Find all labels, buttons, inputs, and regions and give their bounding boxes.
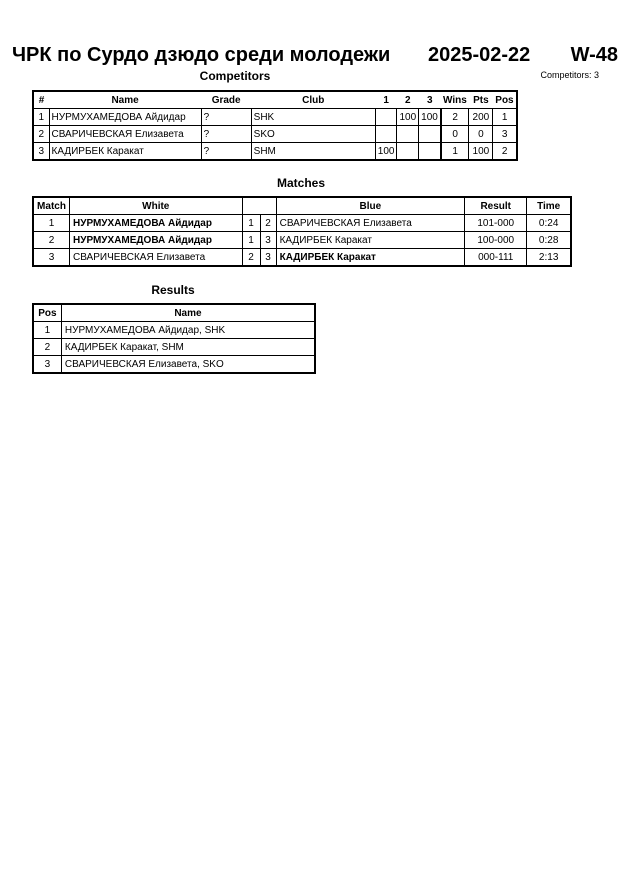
- col-header: 2: [397, 91, 419, 109]
- event-date: 2025-02-22: [428, 44, 531, 66]
- cell-white-num: 1: [242, 232, 260, 249]
- cell-r1: 100: [375, 143, 397, 161]
- competitors-heading: Competitors: [199, 69, 271, 83]
- cell-pos: 1: [33, 322, 61, 339]
- cell-result: 101-000: [465, 215, 527, 232]
- cell-grade: ?: [201, 126, 251, 143]
- table-row: [33, 215, 571, 232]
- cell-pos: 3: [33, 356, 61, 374]
- cell-white: НУРМУХАМЕДОВА Айдидар: [70, 215, 243, 232]
- cell-wins: 1: [441, 143, 469, 161]
- cell-pts: 0: [469, 126, 493, 143]
- cell-match: 1: [33, 215, 70, 232]
- cell-name: КАДИРБЕК Каракат: [49, 143, 201, 161]
- matches-header-row: [33, 197, 571, 215]
- cell-white: СВАРИЧЕВСКАЯ Елизавета: [70, 249, 243, 267]
- cell-result: 000-111: [465, 249, 527, 267]
- competitors-table: [32, 90, 518, 161]
- results-heading: Results: [151, 283, 195, 297]
- cell-club: SHM: [251, 143, 375, 161]
- cell-num: 1: [33, 109, 49, 126]
- cell-result: 100-000: [465, 232, 527, 249]
- competitors-header-row: [33, 91, 517, 109]
- table-row: [33, 126, 517, 143]
- cell-r3: [419, 126, 441, 143]
- table-row: [33, 232, 571, 249]
- cell-pts: 200: [469, 109, 493, 126]
- col-header: Name: [61, 304, 315, 322]
- col-header: 1: [375, 91, 397, 109]
- cell-wins: 2: [441, 109, 469, 126]
- cell-name: НУРМУХАМЕДОВА Айдидар, SHK: [61, 322, 315, 339]
- cell-r1: [375, 109, 397, 126]
- cell-name: СВАРИЧЕВСКАЯ Елизавета: [49, 126, 201, 143]
- cell-blue: КАДИРБЕК Каракат: [276, 249, 465, 267]
- col-header: Wins: [441, 91, 469, 109]
- cell-pos: 2: [493, 143, 517, 161]
- col-header: Match: [33, 197, 70, 215]
- col-header: White: [70, 197, 243, 215]
- col-header: Pos: [33, 304, 61, 322]
- matches-table: [32, 196, 572, 267]
- cell-r2: [397, 126, 419, 143]
- col-header: Time: [527, 197, 571, 215]
- cell-pos: 3: [493, 126, 517, 143]
- cell-pts: 100: [469, 143, 493, 161]
- cell-time: 0:28: [527, 232, 571, 249]
- table-row: [33, 339, 315, 356]
- matches-heading: Matches: [276, 176, 326, 190]
- cell-num: 2: [33, 126, 49, 143]
- cell-club: SHK: [251, 109, 375, 126]
- cell-blue-num: 3: [260, 249, 276, 267]
- results-header-row: [33, 304, 315, 322]
- col-header: Name: [49, 91, 201, 109]
- cell-blue-num: 2: [260, 215, 276, 232]
- cell-wins: 0: [441, 126, 469, 143]
- col-header: [242, 197, 276, 215]
- cell-num: 3: [33, 143, 49, 161]
- col-header: Grade: [201, 91, 251, 109]
- cell-grade: ?: [201, 109, 251, 126]
- cell-white: НУРМУХАМЕДОВА Айдидар: [70, 232, 243, 249]
- col-header: Result: [465, 197, 527, 215]
- col-header: 3: [419, 91, 441, 109]
- cell-club: SKO: [251, 126, 375, 143]
- cell-name: НУРМУХАМЕДОВА Айдидар: [49, 109, 201, 126]
- table-row: [33, 249, 571, 267]
- cell-r2: [397, 143, 419, 161]
- competitors-count: Competitors: 3: [540, 70, 599, 80]
- col-header: Pos: [493, 91, 517, 109]
- col-header: Club: [251, 91, 375, 109]
- col-header: #: [33, 91, 49, 109]
- col-header: Pts: [469, 91, 493, 109]
- col-header: Blue: [276, 197, 465, 215]
- cell-blue-num: 3: [260, 232, 276, 249]
- table-row: [33, 356, 315, 374]
- cell-r1: [375, 126, 397, 143]
- event-title: ЧРК по Сурдо дзюдо среди молодежи: [12, 44, 391, 66]
- cell-name: СВАРИЧЕВСКАЯ Елизавета, SKO: [61, 356, 315, 374]
- page-title: [12, 44, 622, 72]
- cell-r2: 100: [397, 109, 419, 126]
- cell-r3: 100: [419, 109, 441, 126]
- table-row: [33, 109, 517, 126]
- cell-white-num: 1: [242, 215, 260, 232]
- cell-time: 0:24: [527, 215, 571, 232]
- cell-r3: [419, 143, 441, 161]
- cell-pos: 2: [33, 339, 61, 356]
- cell-match: 3: [33, 249, 70, 267]
- cell-grade: ?: [201, 143, 251, 161]
- cell-white-num: 2: [242, 249, 260, 267]
- results-table: [32, 303, 316, 374]
- cell-blue: СВАРИЧЕВСКАЯ Елизавета: [276, 215, 465, 232]
- cell-pos: 1: [493, 109, 517, 126]
- cell-name: КАДИРБЕК Каракат, SHM: [61, 339, 315, 356]
- table-row: [33, 322, 315, 339]
- weight-category: W-48: [570, 44, 618, 66]
- cell-time: 2:13: [527, 249, 571, 267]
- cell-blue: КАДИРБЕК Каракат: [276, 232, 465, 249]
- cell-match: 2: [33, 232, 70, 249]
- table-row: [33, 143, 517, 161]
